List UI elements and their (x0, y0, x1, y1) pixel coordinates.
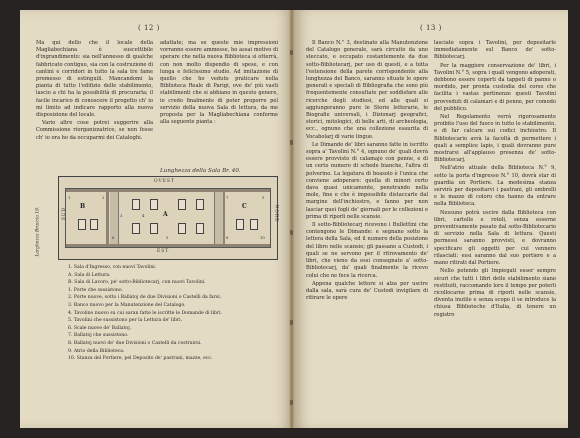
paragraph: Il Banco N.° 3, destinato alla Manutenzione del Catalogo generale, sarà circuito da uno steccato, e occupato costantemente da due sotto-Bibliotecarj, per uso di questi, e a tutta l'estensione della parete corrispondente alla lunghezza del Banco, saranno situate le opere generali e speciali di Bibliografia che sono più frequentemente consultate per soddisfare alle ricerche degli studiosi, ed alle quali si aggiungeranno pure le Storie letterarie, le Biografie universali, i Dizionarj geografici, storici, mitologici, di belle arti, di archeologia, ecc., ognuno che una collezione esaurita di Vocabolarj di varie lingue. (306, 40, 428, 140)
plan-scale-label: Lunghezza della Sala Br. 40. (160, 168, 241, 174)
right-page (292, 10, 568, 428)
plan-marker: 6 (112, 235, 115, 240)
legend-item: 5. Tavolini che sussistono per la Lettura de' libri. (68, 318, 183, 324)
plan-west-label: SUD (62, 206, 68, 221)
paragraph: Vario altre cose potrei suggerire alla Commissione riorganizzatrice, se non fosse ch' io ora ho da occuparmi dei Cataloghi. (36, 120, 153, 141)
book-gutter (289, 10, 295, 428)
legend-item: 6. Scale nuove de' Ballatoj. (68, 325, 132, 331)
plan-table (236, 219, 244, 230)
paragraph: lasciate sopra i Tavolini, per depositarle immediatamente sul Banco de' sotto-Bibliotecarj. (434, 40, 556, 61)
plan-table (132, 223, 140, 234)
plan-east-label: NORD (273, 204, 279, 223)
plan-table (132, 199, 140, 210)
legend-item: 10. Stanza del Portiere, pel Deposito de' pastrani, mazze, ecc. (68, 356, 213, 362)
plan-side-label (32, 178, 41, 258)
legend-item: B. Sala di Lavoro, pe' sotto-Bibliotecarj, con nuovi Tavolini. (68, 280, 206, 286)
plan-marker: 1 (68, 195, 71, 200)
plan-room-outline (65, 188, 271, 248)
plan-desk (214, 192, 223, 244)
right-column-1 (306, 40, 428, 418)
binding-stitch (290, 320, 293, 325)
paragraph: Il sotto-Bibliotecarj ricevono i Bullettini che contengono le Dimande: e segnano sotto la lettera della Sala, ed il numero della posizione del libro nelle scansie; gli passano a Custodi, i quali se ne servono per il ritrovamento de' libri, che vieno da essi consegnato a' sotto-Bibliotecarj, da' quali finalmente la ricevo colui che ne fece la ricerca. (306, 222, 428, 279)
right-column-2 (434, 40, 556, 418)
plan-marker: 2 (102, 195, 105, 200)
plan-marker: 9 (262, 195, 265, 200)
plan-table (196, 199, 204, 210)
binding-stitch (290, 230, 293, 235)
binding-stitch (290, 400, 293, 405)
plan-table (196, 223, 204, 234)
legend-item: A. Sala di Lettura. (68, 272, 111, 278)
plan-section-c: C (242, 203, 247, 210)
plan-section-b: B (80, 203, 86, 210)
legend-item: 3. Banco nuovo per la Manutenzione del Catalogo. (68, 302, 186, 308)
plan-marker: 8 (226, 235, 229, 240)
legend-item: 7. Ballatoj che sussistono. (68, 333, 129, 339)
legend-item: 2. Porte nuove, sotto i Ballatoj de due Divisioni o Castelli da farsi. (68, 295, 222, 301)
plan-section-a: A (163, 211, 168, 218)
paragraph: Nessuno potrà uscire dalla Biblioteca con libri, cartelle e rotoli, senza esserne preventivamente pasato dal sotto-Bibliotecario di servizio nella Sala di lettura. Questi permessi saranno provvisti, e dovranno specificare gli oggetti per cui vennero rilasciati: essi saranno dal suo portiere e a mano ritirati dal Portiere. (434, 209, 556, 267)
paragraph: Appena qualche lettore si alza per uscire dalla sala, sarà cura de' Custodi invigilare di ritirare le opere (306, 280, 428, 302)
plan-marker: 4 (142, 213, 145, 218)
paragraph: Nello potendo gli Impiegati esser sempre sicuri che tutti i libri delle stabilimento siano restituiti, raccomando loro il tempo per poterli ricollocarne prima di riporli nelle scansie, diventa inutile e senza scopo il se introduce la chiusa Biblioteche d'Italia, di tenere un registro (434, 268, 556, 318)
paragraph: adattate; ma se queste mie impressioni vorranno essere ammesse, ho assai motivo di sperare che nella nuova Biblioteca si otterrà, con non molto dispendio di spese, e con lunga e felicissimo studio. Ad imitazione di quello che ho veduto praticare nella Biblioteca Reale di Parigi, ove de' più vasti stabilimenti che si abbiano in questo genere, io credo finalmente di poter proporre pel servizio della nuova Sala di lettura, da me proposta per la Magliabechiana conforme alla seguente pianta : (160, 40, 278, 126)
plan-shelf (66, 244, 270, 247)
plan-divider (106, 192, 109, 244)
paragraph: Ma qui dello che il locale della Magliabechiana è suscettibile d'ingrandimento: sia nell'annesso di qualche fabbricato contiguo, sia con la costruzione di cantini e corridori in tutto la sala tre fame premesso di estinguili. Mancandomi la pianta di tutto l'edifizio delle stabilimento, lascio a chi ha la possibilità di procurarla; il facile incarico di conoscere il progetto ch' io mi limito ad indicare rapporto alla nuova disposizione del locale. (36, 40, 153, 119)
paragraph: Nell'atrio attuale della Biblioteca N.° 9, sotto la porta d'ingresso N.° 10, dovrà star di guardia un Portiere. La medesima stanza servirà per depositarvi i pastrani, gli ombrelli e le mazze di coloro che hanno da entrare nella Biblioteca. (434, 165, 556, 208)
plan-table (250, 219, 258, 230)
legend-item: 1. Porte che sussistono. (68, 287, 124, 293)
paragraph: Nel Regolamento verrà rigorosamente proibito l'uso del fuoco in tutto lo stabilimento, e di far calcare sui codici inchiostro. Il Bibliotecario avrà la facoltà di permettere i quali a semplice lapis, i quali dovranno pure mostrarsi all'applauso presenza de' sotto-Bibliotecarj. (434, 114, 556, 164)
plan-table (78, 219, 86, 230)
paragraph: Le Dimande de' libri saranno fatte in iscritto sopra a' Tavolini N.° 4, ognuno de' quali dovrà essere provvisto di calamajo con penne, e di un certo numero di schede bianche, l'altra di polverino. La legatura di beasolo è l'unica che conviene adoperare: quella di minori certo dava quasi unicamente, penetrando nella mole, fine e che è impossibile distaccarle dal margine dell'inchiostro, e fanno per non lasciar quei fogli de' giornali per le collezioni e prima di riporli nelle scansie. (306, 141, 428, 220)
plan-table (178, 199, 186, 210)
binding-stitch (290, 140, 293, 145)
plan-north-label: OVEST (154, 179, 175, 184)
plan-table (150, 199, 158, 210)
legend-item: 1. Sala d'Ingresso, con nuovi Tavolini. (68, 265, 157, 270)
binding-stitch (290, 50, 293, 55)
plan-table (178, 223, 186, 234)
left-column-2 (160, 40, 278, 178)
library-floor-plan (58, 176, 278, 260)
paragraph: Per la maggiore conservazione de' libri, i Tavolini N.° 5, sopra i quali vengono adoperati, debbono essere coperti da tappeti di panno o mordido, per pronta custodia del corso che facilita i vastas pertinenze questi Tavolini provveduti di calamari e di penne, per comodo del pubblico. (434, 62, 556, 112)
left-page-number: ( 12 ) (138, 24, 160, 32)
right-page-number: ( 13 ) (420, 24, 442, 32)
plan-shelf (66, 189, 270, 192)
legend-item: 9. Atrio della Biblioteca. (68, 348, 125, 354)
legend-item: 4. Tavolino nuovo su cui saran fatte le iscritte le Domande di libri. (68, 310, 223, 316)
plan-side-text: Larghezza Braccia 18. (35, 206, 41, 257)
plan-marker: 7 (226, 195, 229, 200)
plan-legend (68, 264, 278, 363)
plan-marker: 3 (120, 213, 123, 218)
plan-marker: 10 (260, 235, 265, 240)
legend-item: 8. Ballatoj nuovi de' due Divisioni o Castelli da costruirsi. (68, 340, 202, 346)
plan-table (90, 219, 98, 230)
plan-south-label: EST (157, 249, 170, 254)
plan-table (150, 223, 158, 234)
plan-marker: 5 (166, 235, 169, 240)
left-column-1 (36, 40, 153, 178)
